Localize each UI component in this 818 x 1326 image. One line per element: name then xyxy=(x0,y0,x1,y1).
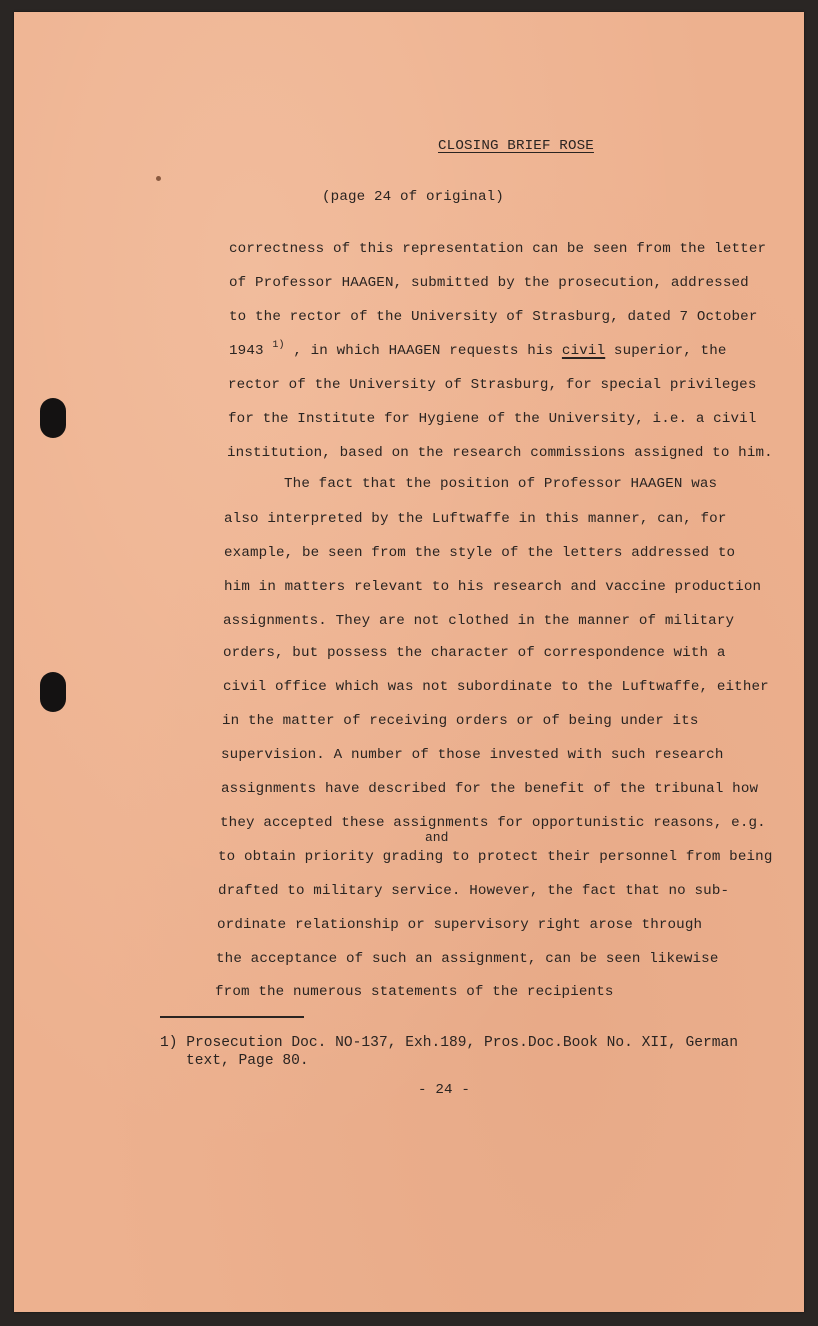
body-line-18: they accepted these assignments for opportunistic reasons, e.g. xyxy=(220,815,766,831)
footnote-line-2: text, Page 80. xyxy=(186,1053,309,1069)
body-line-22: the acceptance of such an assignment, can be seen likewise xyxy=(216,951,719,967)
original-page-note: (page 24 of original) xyxy=(322,189,504,205)
body-line-9: also interpreted by the Luftwaffe in this manner, can, for xyxy=(224,511,727,527)
body-line-11: him in matters relevant to his research and vaccine production xyxy=(224,579,762,595)
footnote-line-1: 1) Prosecution Doc. NO-137, Exh.189, Pros.Doc.Book No. XII, German xyxy=(160,1035,739,1051)
body-line-3: to the rector of the University of Strasburg, dated 7 October xyxy=(229,309,758,325)
body-line-6: for the Institute for Hygiene of the University, i.e. a civil xyxy=(228,411,757,427)
body-line-4 xyxy=(229,342,727,362)
body-line-8: The fact that the position of Professor HAAGEN was xyxy=(284,476,718,492)
footnote-reference: 1) xyxy=(272,340,285,351)
body-line-21: ordinate relationship or supervisory right arose through xyxy=(217,917,703,933)
punch-hole-bottom xyxy=(40,672,66,712)
body-line-23: from the numerous statements of the recipients xyxy=(215,984,614,1000)
underlined-word: civil xyxy=(561,343,606,359)
body-line-19: to obtain priority grading to protect their personnel from being xyxy=(218,849,773,865)
page-number: - 24 - xyxy=(418,1082,470,1098)
body-line-13: orders, but possess the character of correspondence with a xyxy=(223,645,726,661)
body-line-5: rector of the University of Strasburg, for special privileges xyxy=(228,377,757,393)
document-title: CLOSING BRIEF ROSE xyxy=(438,138,594,154)
paper-speck xyxy=(156,176,161,181)
body-line-10: example, be seen from the style of the letters addressed to xyxy=(224,545,736,561)
body-line-4-end: superior, the xyxy=(613,343,727,359)
body-line-20: drafted to military service. However, the fact that no sub- xyxy=(218,883,730,899)
body-line-7: institution, based on the research commissions assigned to him. xyxy=(227,445,773,461)
punch-hole-top xyxy=(40,398,66,438)
inserted-word: and xyxy=(425,830,449,845)
body-line-4-text: , in which HAAGEN requests his xyxy=(293,343,554,359)
body-line-17: assignments have described for the benefit of the tribunal how xyxy=(221,781,759,797)
document-page xyxy=(14,12,804,1312)
body-line-2: of Professor HAAGEN, submitted by the prosecution, addressed xyxy=(229,275,749,291)
footnote-separator xyxy=(160,1016,304,1018)
body-line-4-year: 1943 xyxy=(229,343,264,359)
body-line-15: in the matter of receiving orders or of being under its xyxy=(222,713,699,729)
body-line-12: assignments. They are not clothed in the manner of military xyxy=(223,613,735,629)
body-line-1: correctness of this representation can be seen from the letter xyxy=(229,241,767,257)
body-line-16: supervision. A number of those invested with such research xyxy=(221,747,724,763)
body-line-14: civil office which was not subordinate to the Luftwaffe, either xyxy=(223,679,769,695)
